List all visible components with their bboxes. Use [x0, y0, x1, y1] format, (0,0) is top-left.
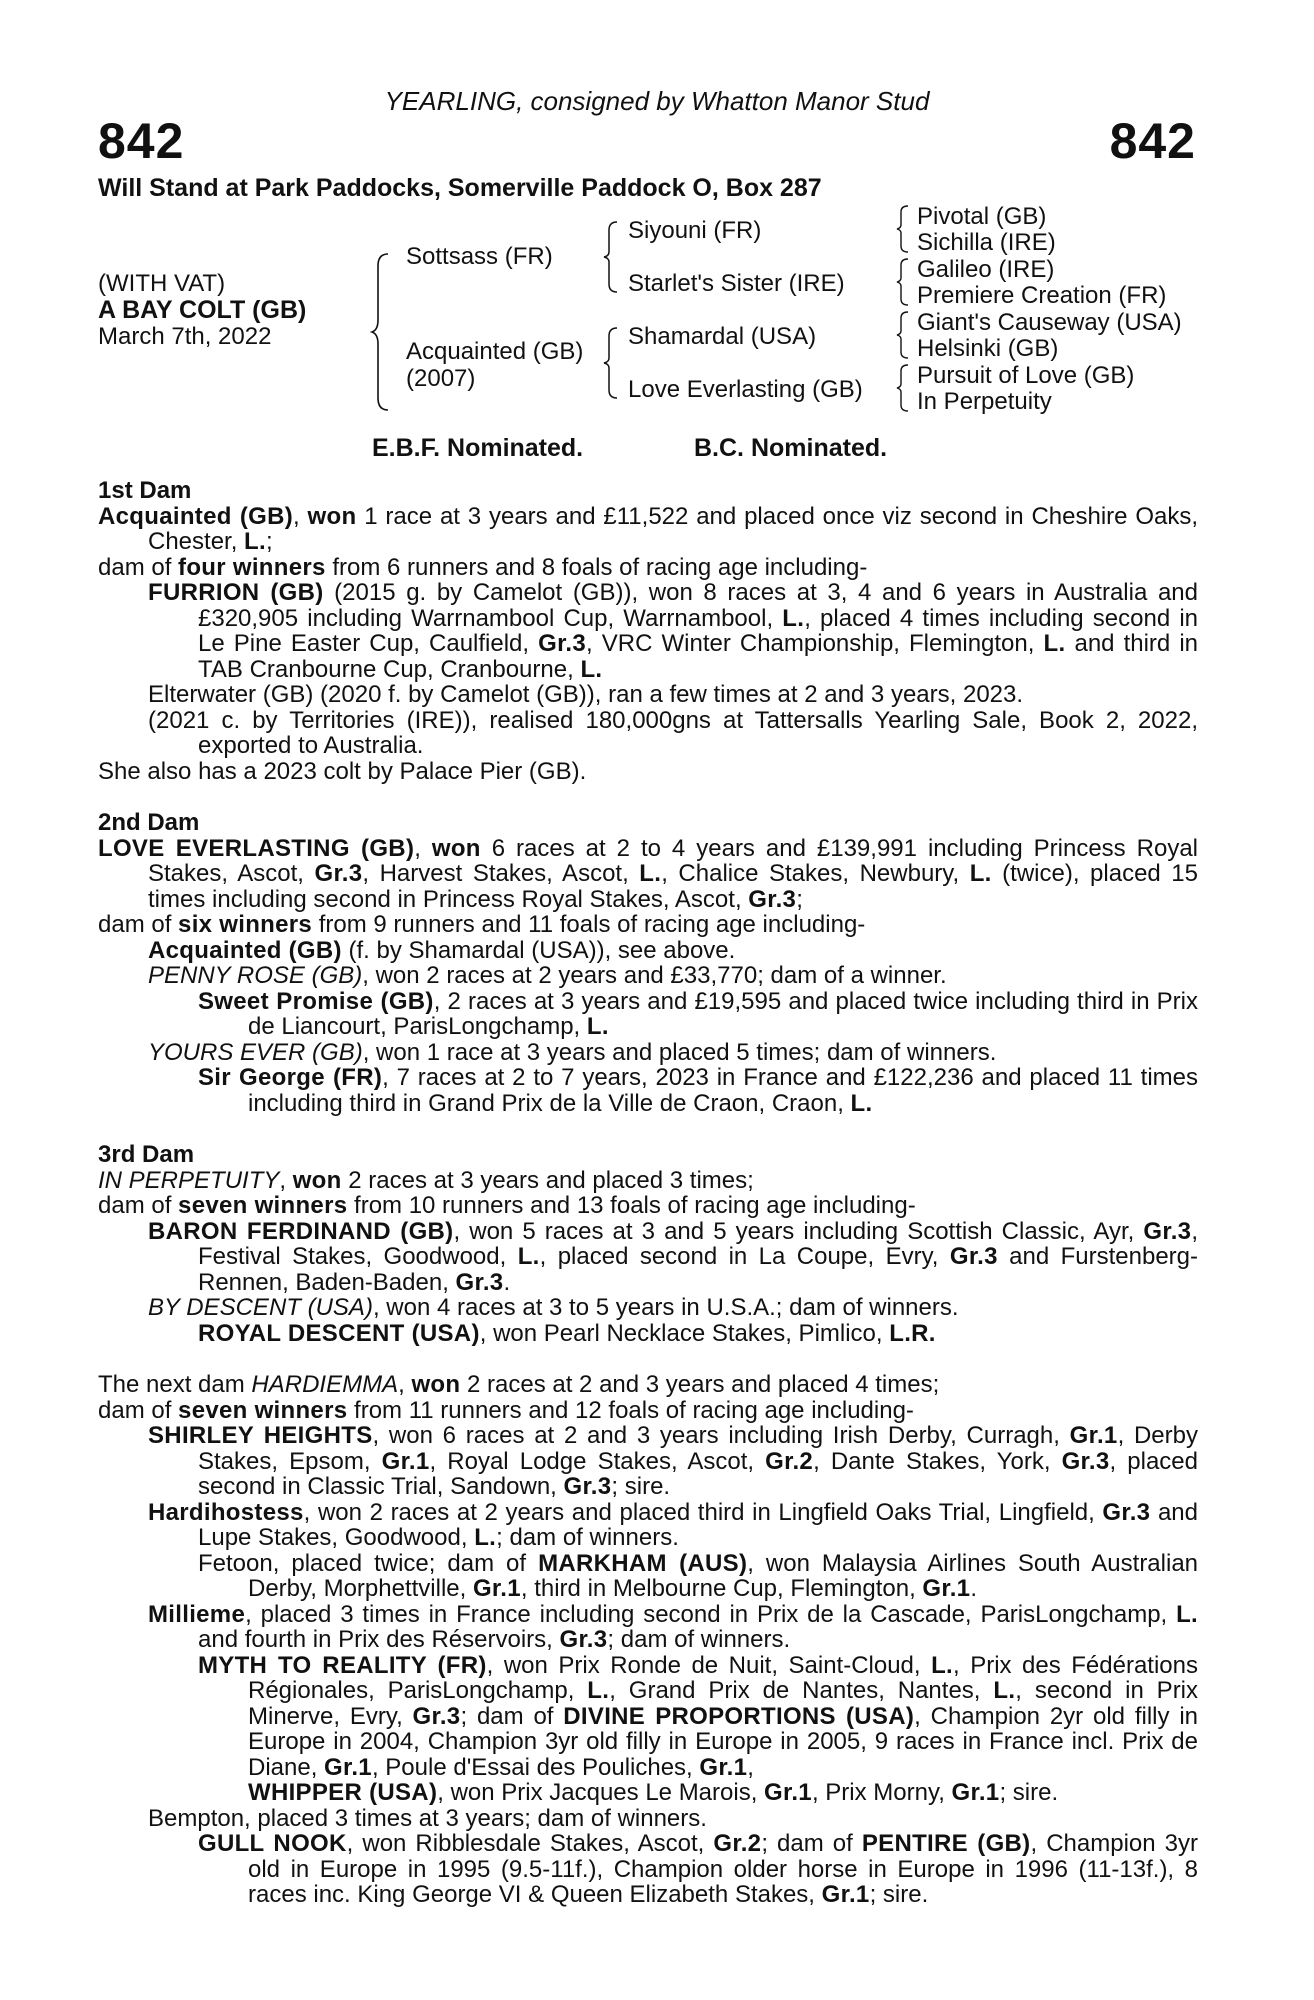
produce-sir-george: Sir George (FR), 7 races at 2 to 7 years, 2023 in France and £122,236 and placed 11 times including third in Grand Prix de la Ville de Craon, Craon, L. [198, 1064, 1198, 1117]
produce-yours-ever: YOURS EVER (GB), won 1 race at 3 years and placed 5 times; dam of winners. [148, 1038, 997, 1066]
dam-year: (2007) [406, 365, 476, 392]
produce-elterwater: Elterwater (GB) (2020 f. by Camelot (GB)), ran a few times at 2 and 3 years, 2023. [148, 681, 1024, 708]
first-dam-heading: 1st Dam [98, 477, 192, 504]
horse-name: A BAY COLT (GB) [98, 296, 307, 324]
produce-myth-to-reality: MYTH TO REALITY (FR), won Prix Ronde de Nuit, Saint-Cloud, L., Prix des Fédérations Régionales, ParisLongchamp, L., Grand Prix de Nantes, Nantes, L., second in Prix Minerve, Evry, Gr.3; dam of DIVINE PROPORTIONS (USA), Champion 2yr old filly in Europe in 2004, Champion 3yr old filly in Europe in 2005, 9 races in France incl. Prix de Diane, Gr.1, Poule d'Essai des Pouliches, Gr.1, WHIPPER (USA), won Prix Jacques Le Marois, Gr.1, Prix Morny, Gr.1; sire. [198, 1651, 1199, 1806]
ancestor-in-perpetuity: In Perpetuity [917, 388, 1052, 415]
bc-nomination: B.C. Nominated. [694, 434, 888, 462]
brace-gg-4 [895, 363, 911, 413]
brace-gg-1 [895, 204, 911, 254]
sire-sire: Siyouni (FR) [628, 217, 762, 244]
third-dam-heading: 3rd Dam [98, 1141, 195, 1168]
produce-fetoon: Fetoon, placed twice; dam of MARKHAM (AUS), won Malaysia Airlines South Australian Derby, Morphettville, Gr.1, third in Melbourne Cup, Flemington, Gr.1. [198, 1549, 1199, 1602]
produce-penny-rose: PENNY ROSE (GB), won 2 races at 2 years and £33,770; dam of a winner. [148, 962, 947, 989]
produce-royal-descent: ROYAL DESCENT (USA), won Pearl Necklace Stakes, Pimlico, L.R. [198, 1319, 936, 1347]
lot-number-left: 842 [98, 113, 185, 169]
vat-note: (WITH VAT) [98, 270, 226, 297]
next-dam-record: The next dam HARDIEMMA, won 2 races at 2 and 3 years and placed 4 times; [98, 1371, 940, 1398]
lot-number-right: 842 [1109, 113, 1196, 169]
produce-2021-colt: (2021 c. by Territories (IRE)), realised 180,000gns at Tattersalls Yearling Sale, Book 2, 2022, exported to Australia. [148, 706, 1198, 759]
ancestor-helsinki: Helsinki (GB) [917, 335, 1059, 362]
dam-dam: Love Everlasting (GB) [628, 376, 863, 403]
ancestor-sichilla: Sichilla (IRE) [917, 229, 1056, 256]
ancestor-galileo: Galileo (IRE) [917, 256, 1055, 283]
second-dam-heading: 2nd Dam [98, 809, 200, 836]
foaling-date: March 7th, 2022 [98, 323, 272, 350]
brace-gg-3 [895, 310, 911, 360]
brace-dam [602, 326, 620, 400]
produce-furrion: FURRION (GB) (2015 g. by Camelot (GB)), won 8 races at 3, 4 and 6 years in Australia and £320,905 including Warrnambool Cup, Warrnambool, L., placed 4 times including second in Le Pine Easter Cup, Caulfield, Gr.3, VRC Winter Championship, Flemington, L. and third in TAB Cranbourne Cup, Cranbourne, L. [148, 579, 1199, 683]
catalogue-body [98, 478, 1198, 1908]
ancestor-pursuit-of-love: Pursuit of Love (GB) [917, 362, 1135, 389]
brace-main [370, 252, 392, 412]
stand-location: Will Stand at Park Paddocks, Somerville Paddock O, Box 287 [98, 174, 822, 202]
first-dam-record: Acquainted (GB), won 1 race at 3 years and £11,522 and placed once viz second in Cheshire Oaks, Chester, L.; [98, 502, 1199, 555]
third-dam-produce-summary: dam of seven winners from 10 runners and 13 foals of racing age including- [98, 1192, 916, 1219]
produce-hardihostess: Hardihostess, won 2 races at 2 years and placed third in Lingfield Oaks Trial, Lingfield, Gr.3 and Lupe Stakes, Goodwood, L.; dam of winners. [148, 1498, 1198, 1551]
dam: Acquainted (GB) [406, 338, 584, 365]
produce-shirley-heights: SHIRLEY HEIGHTS, won 6 races at 2 and 3 years including Irish Derby, Curragh, Gr.1, Derby Stakes, Epsom, Gr.1, Royal Lodge Stakes, Ascot, Gr.2, Dante Stakes, York, Gr.3, placed second in Classic Trial, Sandown, Gr.3; sire. [148, 1422, 1198, 1500]
brace-gg-2 [895, 257, 911, 307]
produce-millieme: Millieme, placed 3 times in France including second in Prix de la Cascade, ParisLongchamp, L. and fourth in Prix des Réservoirs, Gr.3; dam of winners. [148, 1600, 1198, 1653]
second-dam-record: LOVE EVERLASTING (GB), won 6 races at 2 to 4 years and £139,991 including Princess Royal Stakes, Ascot, Gr.3, Harvest Stakes, Ascot, L., Chalice Stakes, Newbury, L. (twice), placed 15 times including second in Princess Royal Stakes, Ascot, Gr.3; [98, 834, 1198, 913]
ancestor-premiere-creation: Premiere Creation (FR) [917, 282, 1167, 309]
ancestor-giants-causeway: Giant's Causeway (USA) [917, 309, 1182, 336]
sire-dam: Starlet's Sister (IRE) [628, 270, 845, 297]
produce-baron-ferdinand: BARON FERDINAND (GB), won 5 races at 3 and 5 years including Scottish Classic, Ayr, Gr.3, Festival Stakes, Goodwood, L., placed second in La Coupe, Evry, Gr.3 and Furstenberg-Rennen, Baden-Baden, Gr.3. [148, 1217, 1198, 1296]
next-dam-produce-summary: dam of seven winners from 11 runners and 12 foals of racing age including- [98, 1396, 914, 1424]
produce-2023-colt: She also has a 2023 colt by Palace Pier (GB). [98, 757, 587, 785]
produce-gull-nook: GULL NOOK, won Ribblesdale Stakes, Ascot, Gr.2; dam of PENTIRE (GB), Champion 3yr old in Europe in 1995 (9.5-11f.), Champion older horse in Europe in 1996 (11-13f.), 8 races inc. King George VI & Queen Elizabeth Stakes, Gr.1; sire. [198, 1830, 1198, 1908]
ancestor-pivotal: Pivotal (GB) [917, 203, 1047, 230]
consignment-line: YEARLING, consigned by Whatton Manor Stud [384, 86, 930, 116]
second-dam-produce-summary: dam of six winners from 9 runners and 11 foals of racing age including- [98, 911, 866, 938]
brace-sire [602, 220, 620, 294]
sire: Sottsass (FR) [406, 243, 553, 270]
produce-by-descent: BY DESCENT (USA), won 4 races at 3 to 5 years in U.S.A.; dam of winners. [148, 1294, 959, 1321]
produce-sweet-promise: Sweet Promise (GB), 2 races at 3 years and £19,595 and placed twice including third in Prix de Liancourt, ParisLongchamp, L. [198, 987, 1199, 1040]
first-dam-produce-summary: dam of four winners from 6 runners and 8 foals of racing age including- [98, 553, 868, 581]
dam-sire: Shamardal (USA) [628, 323, 817, 350]
ebf-nomination: E.B.F. Nominated. [372, 434, 584, 462]
produce-acquainted: Acquainted (GB) (f. by Shamardal (USA)), see above. [148, 936, 736, 964]
third-dam-record: IN PERPETUITY, won 2 races at 3 years and placed 3 times; [98, 1166, 754, 1194]
produce-bempton: Bempton, placed 3 times at 3 years; dam of winners. [148, 1804, 707, 1832]
